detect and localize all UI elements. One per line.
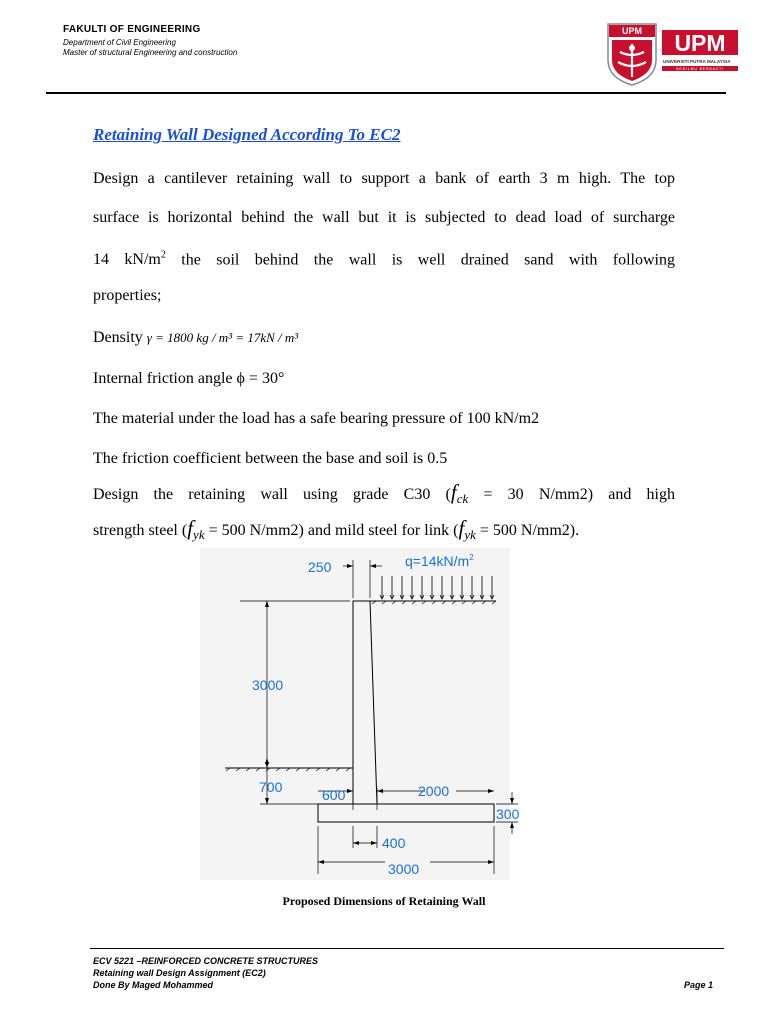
intro-line-2: surface is horizontal behind the wall but it is subjected to dead load of surcharge — [93, 209, 675, 226]
load-label: $q=14kN/m^2$ — [405, 553, 474, 569]
dim-400: 400 — [382, 835, 406, 851]
retaining-wall-diagram — [200, 548, 520, 880]
intro-line-3 — [93, 247, 675, 269]
assignment-name: Retaining wall Design Assignment (EC2) — [93, 968, 266, 978]
density-formula: γ = 1800 kg / m³ = 17kN / m³ — [146, 330, 299, 345]
density-line — [93, 329, 298, 347]
bearing-line: The material under the load has a safe bearing pressure of 100 kN/m2 — [93, 410, 540, 427]
course-code: ECV 5221 –REINFORCED CONCRETE STRUCTURES — [93, 956, 319, 966]
university-name: UNIVERSITI PUTRA MALAYSIA — [663, 59, 731, 64]
program-name: Master of structural Engineering and construction — [63, 48, 238, 57]
university-motto: BERILMU BERBAKTI — [676, 67, 724, 71]
intro-line-1: Design a cantilever retaining wall to support a bank of earth 3 m high. The top — [93, 170, 675, 187]
upm-logo — [606, 22, 741, 86]
upm-wordmark: UPM — [674, 30, 726, 56]
intro-line-4: properties; — [93, 287, 162, 304]
friction-angle-formula: ϕ = 30° — [236, 370, 285, 387]
footer-rule — [90, 948, 724, 949]
friction-coefficient-line: The friction coefficient between the base and soil is 0.5 — [93, 450, 448, 467]
dim-3000-height: 3000 — [252, 677, 284, 693]
dim-600: 600 — [322, 787, 346, 803]
dim-250: 250 — [308, 559, 332, 575]
dim-300: 300 — [496, 806, 520, 822]
friction-angle-line — [93, 370, 284, 388]
dim-700: 700 — [259, 779, 283, 795]
figure-caption: Proposed Dimensions of Retaining Wall — [282, 894, 486, 908]
friction-angle-label: Internal friction angle — [93, 370, 233, 387]
grade-line-1: Design the retaining wall using grade C30 ($f_{ck} = 30$ N/mm2) and high — [93, 480, 675, 506]
grade-line-2: strength steel ($f_{yk} = 500$ N/mm2) and mild steel for link ($f_{yk} = 500$ N/mm2). — [93, 516, 580, 542]
dim-3000-width: 3000 — [388, 861, 420, 877]
header-rule — [46, 92, 726, 94]
upm-shield-text: UPM — [622, 26, 642, 36]
density-label: Density — [93, 329, 143, 346]
author-name: Done By Maged Mohammed — [93, 980, 214, 990]
surcharge-value: 14 $kN/m^2$ — [93, 250, 166, 269]
dim-2000: 2000 — [418, 783, 450, 799]
page-title: Retaining Wall Designed According To EC2 — [93, 125, 401, 144]
page-number: Page 1 — [684, 980, 714, 990]
soil-description: the soil behind the wall is well drained sand with following — [181, 251, 675, 269]
department-name: Department of Civil Engineering — [63, 38, 176, 47]
faculty-name: FAKULTI OF ENGINEERING — [63, 24, 201, 35]
